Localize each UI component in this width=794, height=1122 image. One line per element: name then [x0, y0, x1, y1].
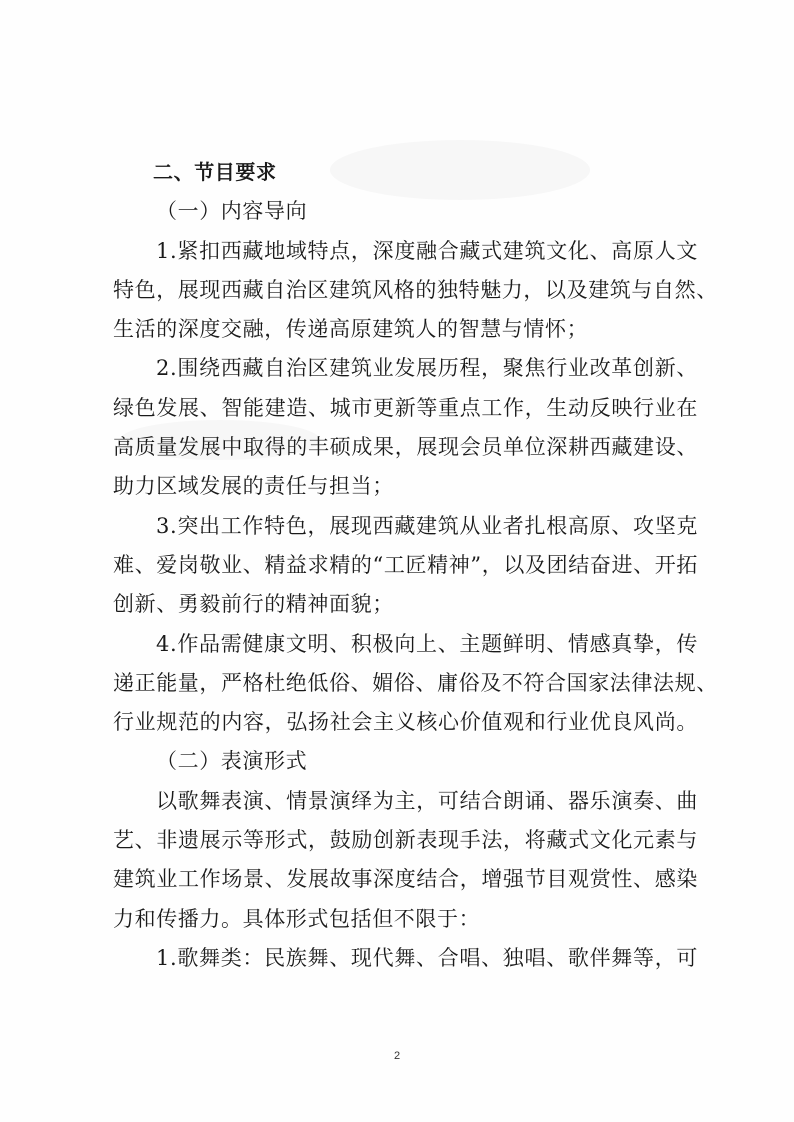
paragraph-line: 2.围绕西藏自治区建筑业发展历程，聚焦行业改革创新、 — [156, 356, 698, 381]
paragraph-line: 生活的深度交融，传递高原建筑人的智慧与情怀； — [113, 317, 589, 342]
paragraph-line: 递正能量，严格杜绝低俗、媚俗、庸俗及不符合国家法律法规、 — [113, 670, 718, 695]
paragraph-line: 建筑业工作场景、发展故事深度结合，增强节目观赏性、感染 — [113, 867, 698, 892]
paragraph-line: 1.紧扣西藏地域特点，深度融合藏式建筑文化、高原人文 — [156, 238, 698, 263]
subsection-title-performance-form: （二）表演形式 — [156, 749, 308, 774]
paragraph-line: 助力区域发展的责任与担当； — [113, 474, 394, 499]
paragraph-line: 1.歌舞类：民族舞、现代舞、合唱、独唱、歌伴舞等，可 — [156, 945, 698, 970]
paragraph-line: 艺、非遗展示等形式，鼓励创新表现手法，将藏式文化元素与 — [113, 828, 698, 853]
subsection-title-content-orientation: （一）内容导向 — [156, 199, 308, 224]
paragraph-line: 3.突出工作特色，展现西藏建筑从业者扎根高原、攻坚克 — [156, 513, 698, 538]
paragraph-line: 以歌舞表演、情景演绎为主，可结合朗诵、器乐演奏、曲 — [156, 788, 698, 813]
page-number: 2 — [393, 1050, 401, 1062]
paragraph-line: 高质量发展中取得的丰硕成果，展现会员单位深耕西藏建设、 — [113, 435, 698, 460]
paragraph-line: 绿色发展、智能建造、城市更新等重点工作，生动反映行业在 — [113, 395, 698, 420]
section-heading: 二、节目要求 — [153, 160, 277, 184]
paragraph-line: 创新、勇毅前行的精神面貌； — [113, 592, 394, 617]
paragraph-line: 4.作品需健康文明、积极向上、主题鲜明、情感真挚，传 — [156, 631, 698, 656]
paragraph-line: 特色，展现西藏自治区建筑风格的独特魅力，以及建筑与自然、 — [113, 277, 718, 302]
document-body — [113, 153, 718, 978]
paragraph-line: 难、爱岗敬业、精益求精的“工匠精神”，以及团结奋进、开拓 — [113, 552, 698, 577]
paragraph-line: 力和传播力。具体形式包括但不限于： — [113, 906, 481, 931]
paragraph-line: 行业规范的内容，弘扬社会主义核心价值观和行业优良风尚。 — [113, 710, 698, 735]
